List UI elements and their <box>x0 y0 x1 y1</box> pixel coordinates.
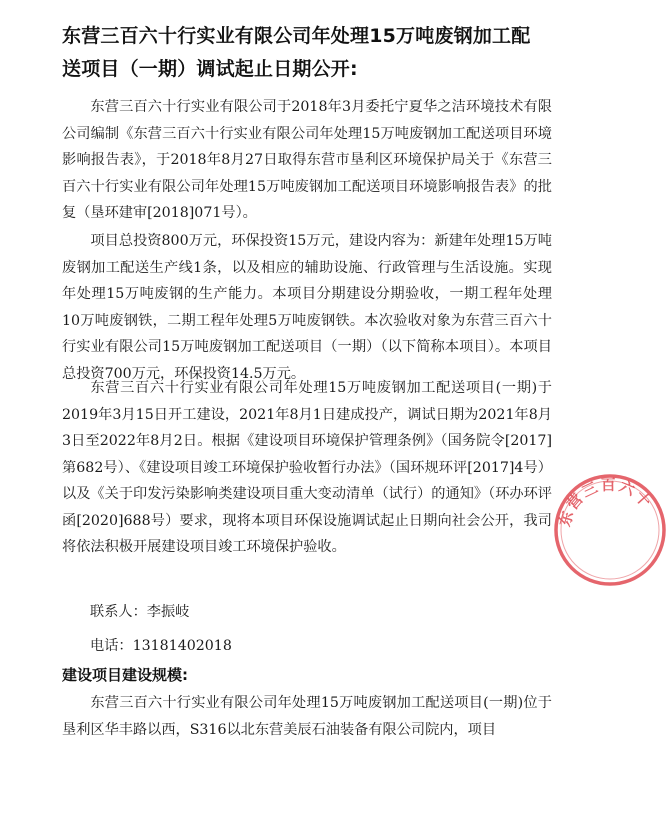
paragraph-text: 东营三百六十行实业有限公司于2018年3月委托宁夏华之洁环境技术有限公司编制《东营三百六十行实业有限公司年处理15万吨废钢加工配送项目环境影响报告表》，于2018年8月27日取得东营市垦利区环境保护局关于《东营三百六十行实业有限公司年处理15万吨废钢加工配送项目环境影响报告表》的批复（垦环建审[2018]071号）。 <box>62 99 552 221</box>
document-title: 东营三百六十行实业有限公司年处理15万吨废钢加工配送项目（一期）调试起止日期公开: <box>62 25 531 80</box>
paragraph-scale <box>62 690 552 743</box>
contact-phone: 电话：13181402018 <box>90 638 232 654</box>
paragraph-approval <box>62 94 552 227</box>
seal-text: 东营三百六十 <box>555 475 656 529</box>
paragraph-text: 东营三百六十行实业有限公司年处理15万吨废钢加工配送项目(一期)位于垦利区华丰路以西，S316以北东营美辰石油装备有限公司院内，项目 <box>62 695 552 738</box>
paragraph-schedule <box>62 375 552 561</box>
paragraph-text: 东营三百六十行实业有限公司年处理15万吨废钢加工配送项目(一期)于2019年3月15日开工建设，2021年8月1日建成投产，调试日期为2021年8月3日至2022年8月2日。根据《建设项目环境保护管理条例》（国务院令[2017]第682号）、《建设项目竣工环境保护验收暂行办法》（国环规环评[2017]4号）以及《关于印发污染影响类建设项目重大变动清单（试行）的通知》（环办环评函[2020]688号）要求，现将本项目环保设施调试起止日期向社会公开，我司将依法积极开展建设项目竣工环境保护验收。 <box>62 380 552 555</box>
section-title: 建设项目建设规模: <box>62 666 188 684</box>
company-seal-icon <box>548 468 668 588</box>
paragraph-text: 项目总投资800万元，环保投资15万元，建设内容为：新建年处理15万吨废钢加工配送生产线1条，以及相应的辅助设施、行政管理与生活设施。实现年处理15万吨废钢的生产能力。本项目分期建设分期验收，一期工程年处理10万吨废钢铁，二期工程年处理5万吨废钢铁。本次验收对象为东营三百六十行实业有限公司15万吨废钢加工配送项目（一期）（以下简称本项目）。本项目总投资700万元，环保投资14.5万元。 <box>62 233 552 382</box>
contact-person: 联系人：李振岐 <box>90 604 190 620</box>
paragraph-investment <box>62 228 552 387</box>
